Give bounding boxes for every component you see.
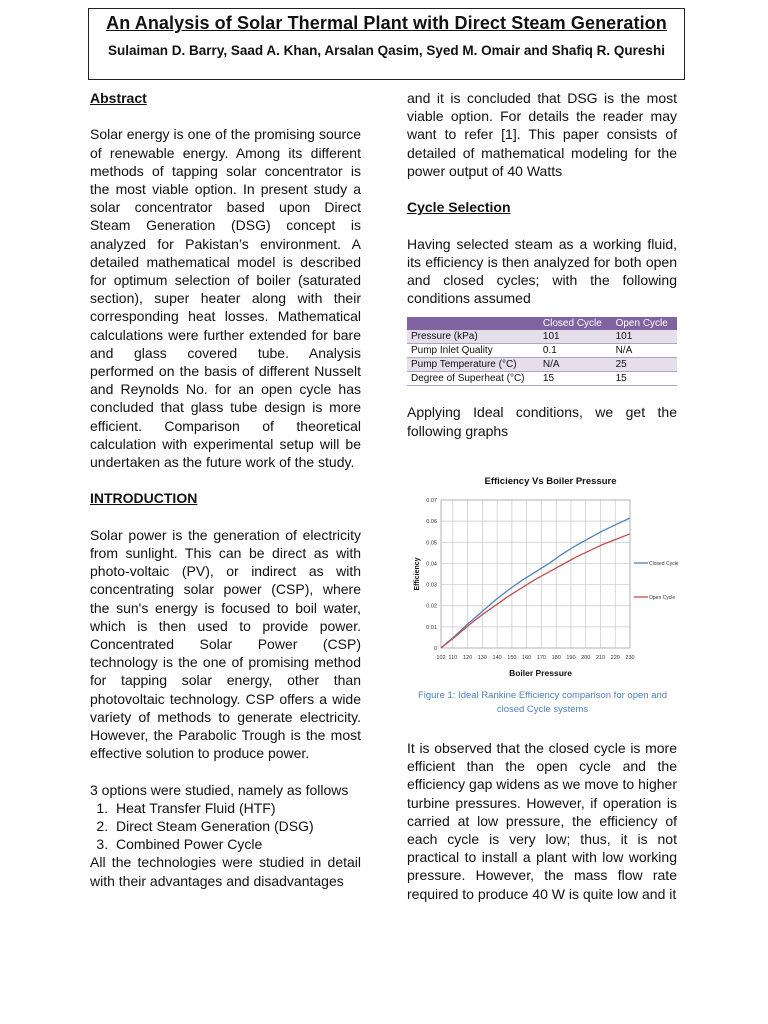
list-item: 1. Heat Transfer Fluid (HTF) [112,799,361,817]
x-axis-label: Boiler Pressure [509,668,572,678]
table-row [407,358,677,372]
options-intro: 3 options were studied, namely as follows [90,781,349,798]
x-tick-label: 140 [492,655,502,661]
x-tick-label: 190 [566,655,576,661]
x-tick-label: 130 [477,655,487,661]
table-cell: 25 [612,358,677,372]
table-cell: 0.1 [539,344,612,358]
introduction-paragraph: Solar power is the generation of electricity from sunlight. This can be direct as with photo-voltaic (PV), or indirect as with concentrating solar power (CSP), where the sun's energy is focused to boil water, which is then used to provide power. Concentrated Solar Power (CSP) technology is the one of promising method for tapping solar energy, other than photovoltaic technology. CSP offers a wide variety of methods to generate electricity. However, the Parabolic Trough is the most effective solution to produce power. [90,526,361,762]
table-cell: N/A [612,344,677,358]
introduction-paragraph-2: All the technologies were studied in detail with their advantages and disadvantages [90,854,361,889]
list-item: 2. Direct Steam Generation (DSG) [112,817,361,835]
continued-paragraph: and it is concluded that DSG is the most viable option. For details the reader may want to refer [1]. This paper consists of detailed of mathematical modeling for the power output of 40 Watts [407,90,677,179]
y-tick-label: 0.05 [426,540,437,547]
y-tick-label: 0.02 [426,603,437,610]
table-cell: Pump Temperature (°C) [407,358,539,372]
efficiency-chart [405,470,680,682]
figure-caption: Figure 1: Ideal Rankine Efficiency comparison for open and closed Cycle systems [417,690,668,715]
table-cell: Pressure (kPa) [407,330,539,344]
right-column-bottom [407,739,677,903]
series-line-closed-cycle [441,518,630,648]
abstract-text: Solar energy is one of the promising source of renewable energy. Among its different methods of tapping solar concentrator is the most viable option. In present study a solar concentrator based upon Direct Steam Generation (DSG) concept is analyzed for Pakistan’s environment. A detailed mathematical model is described for optimum selection of boiler (saturated section), super heater along with their corresponding heat losses. Mathematical calculations were further extended for bare and glass covered tube. Analysis performed on the basis of different Nusselt and Reynolds No. for an open cycle has concluded that glass tube design is more efficient. Comparison of theoretical calculation with experimental setup will be undertaken as the future work of the study. [90,126,361,471]
x-tick-label: 180 [551,655,561,661]
y-tick-label: 0.07 [426,498,437,504]
table-cell: N/A [539,358,612,372]
table-cell: 15 [612,372,677,386]
x-tick-label: 170 [536,655,546,661]
table-cell: 15 [539,372,612,386]
chart-title: Efficiency Vs Boiler Pressure [484,476,617,487]
table-row [407,372,677,386]
conditions-table [407,317,677,386]
title-block [88,8,685,80]
y-tick-label: 0.03 [426,582,437,589]
abstract-heading: Abstract [90,90,147,106]
table-header-cell: Open Cycle [612,317,677,330]
x-tick-label: 160 [522,655,532,661]
y-tick-label: 0.06 [426,519,437,526]
applying-text: Applying Ideal conditions, we get the following graphs [407,404,677,439]
y-axis-label: Efficiency [414,557,421,591]
table-cell: 101 [612,330,677,344]
introduction-heading: INTRODUCTION [90,490,198,507]
options-list [90,799,361,854]
table-header-cell [407,317,539,330]
list-item: 3. Combined Power Cycle [112,835,361,853]
y-tick-label: 0.01 [426,624,437,631]
legend-label: Closed Cycle [649,561,679,567]
cycle-selection-heading: Cycle Selection [407,199,511,216]
author-list: Sulaiman D. Barry, Saad A. Khan, Arsalan Qasim, Syed M. Omair and Shafiq R. Qureshi [108,43,665,58]
x-tick-label: 210 [595,655,606,661]
x-tick-label: 230 [625,655,635,661]
x-tick-label: 120 [462,655,473,661]
y-tick-label: 0.04 [426,561,437,568]
left-column [90,89,361,890]
right-column-top [407,89,677,440]
legend-label: Open Cycle [649,595,676,601]
table-cell: Pump Inlet Quality [407,344,539,358]
table-header-cell: Closed Cycle [539,317,612,330]
x-tick-label: 102 [436,655,446,661]
table-cell: Degree of Superheat (°C) [407,372,539,386]
cycle-selection-text: Having selected steam as a working fluid, its efficiency is then analyzed for both open and closed cycles; with the following conditions assumed [407,235,677,307]
series-line-open-cycle [441,534,630,648]
x-tick-label: 200 [581,655,591,661]
table-row [407,344,677,358]
paper-title: An Analysis of Solar Thermal Plant with Direct Steam Generation [106,13,667,33]
table-cell: 101 [539,330,612,344]
x-tick-label: 110 [448,655,458,661]
x-tick-label: 220 [610,655,620,661]
table-row [407,330,677,344]
figure-1 [405,470,680,717]
y-tick-label: 0 [433,646,437,652]
observation-paragraph: It is observed that the closed cycle is more efficient than the open cycle and the efficiency gap widens as we move to higher turbine pressures. However, if operation is carried at low pressure, the efficiency of each cycle is very low; thus, it is not practical to install a plant with low working pressure. However, the mass flow rate required to produce 40 W is quite low and it [407,740,677,902]
plot-area [441,500,630,648]
x-tick-label: 150 [507,655,517,661]
